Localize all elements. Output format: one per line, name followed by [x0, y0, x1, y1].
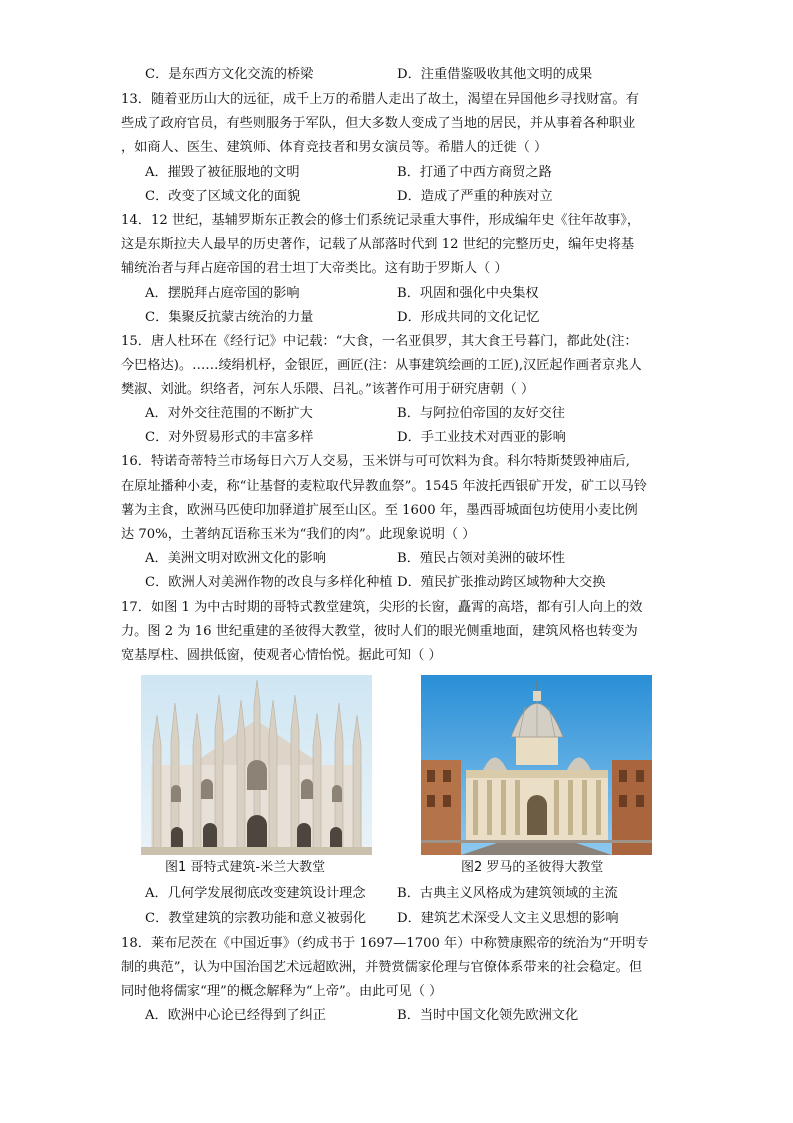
q18-option-a: A．欧洲中心论已经得到了纠正: [145, 1008, 326, 1023]
q18-stem-line: 18．莱布尼茨在《中国近事》（约成书于 1697—1700 年）中称赞康熙帝的统治为“开明专: [121, 936, 649, 951]
q14-option-c: C．集聚反抗蒙古统治的力量: [145, 310, 314, 325]
q13-stem-line: 13．随着亚历山大的远征，成千上万的希腊人走出了故土，渴望在异国他乡寻找财富。有: [121, 92, 639, 107]
q17-option-d: D．建筑艺术深受人文主义思想的影响: [397, 911, 619, 926]
q14-option-d: D．形成共同的文化记忆: [397, 310, 540, 325]
q13-option-c: C．改变了区域文化的面貌: [145, 189, 301, 204]
q13-option-b: B．打通了中西方商贸之路: [397, 165, 552, 180]
q16-option-b: B．殖民占领对美洲的破坏性: [397, 551, 565, 566]
q14-option-a: A．摆脱拜占庭帝国的影响: [145, 286, 300, 301]
q15-option-d: D．手工业技术对西亚的影响: [397, 430, 566, 445]
gothic-cathedral-illustration: [141, 675, 372, 855]
q16-stem-line: 在原址播种小麦，称“让基督的麦粒取代异教血祭”。1545 年波托西银矿开发，矿工以马铃: [121, 479, 647, 494]
q13-option-a: A．摧毁了被征服地的文明: [145, 165, 300, 180]
q14-stem-line: 辅统治者与拜占庭帝国的君士坦丁大帝类比。这有助于罗斯人（ ）: [121, 261, 508, 276]
q15-stem-line: 15．唐人杜环在《经行记》中记载：“大食，一名亚俱罗，其大食王号暮门，都此处(注：: [121, 334, 638, 349]
q14-option-b: B．巩固和强化中央集权: [397, 286, 539, 301]
q13-stem-line: ，如商人、医生、建筑师、体育竞技者和男女演员等。希腊人的迁徙（ ）: [121, 140, 548, 155]
q17-stem-line: 17．如图 1 为中古时期的哥特式教堂建筑，尖形的长窗，矗霄的高塔，都有引人向上的效: [121, 600, 643, 615]
q15-option-c: C．对外贸易形式的丰富多样: [145, 430, 314, 445]
q18-stem-line: 制的典范”，认为中国治国艺术远超欧洲，并赞赏儒家伦理与官僚体系带来的社会稳定。但: [121, 960, 643, 975]
q14-stem-line: 14．12 世纪，基辅罗斯东正教会的修士们系统记录重大事件，形成编年史《往年故事》，: [121, 213, 641, 228]
q13-stem-line: 些成了政府官员，有些则服务于军队，但大多数人变成了当地的居民，并从事着各种职业: [121, 116, 636, 131]
q17-option-a: A．几何学发展彻底改变建筑设计理念: [145, 886, 366, 901]
q13-option-d: D．造成了严重的种族对立: [397, 189, 553, 204]
q16-stem-line: 达 70%，土著纳瓦语称玉米为“我们的肉”。此现象说明（ ）: [121, 527, 476, 542]
q16-option-c: C．欧洲人对美洲作物的改良与多样化种植: [145, 575, 393, 590]
q16-stem-line: 薯为主食，欧洲马匹使印加驿道扩展至山区。至 1600 年，墨西哥城面包坊使用小麦比例: [121, 503, 638, 518]
q14-stem-line: 这是东斯拉夫人最早的历史著作，记载了从部落时代到 12 世纪的完整历史，编年史将基: [121, 237, 635, 252]
figure2-caption: 图2 罗马的圣彼得大教堂: [461, 860, 604, 875]
q15-stem-line: 今巴格达)。……绫绢机杼，金银匠，画匠(注：从事建筑绘画的工匠),汉匠起作画者京兆人: [121, 358, 642, 373]
q16-option-d: D．殖民扩张推动跨区域物种大交换: [397, 575, 606, 590]
q16-option-a: A．美洲文明对欧洲文化的影响: [145, 551, 326, 566]
q17-stem-line: 宽基厚柱、圆拱低窗，使观者心情怡悦。据此可知（ ）: [121, 648, 442, 663]
figure1-caption: 图1 哥特式建筑-米兰大教堂: [165, 860, 326, 875]
q18-stem-line: 同时他将儒家“理”的概念解释为“上帝”。由此可见（ ）: [121, 984, 443, 999]
q17-option-c: C．教堂建筑的宗教功能和意义被弱化: [145, 911, 367, 926]
q12-option-c: C．是东西方文化交流的桥梁: [145, 67, 314, 82]
milan-cathedral-image: [141, 675, 372, 855]
q12-option-d: D．注重借鉴吸收其他文明的成果: [397, 67, 593, 82]
q15-option-b: B．与阿拉伯帝国的友好交往: [397, 406, 565, 421]
q18-option-b: B．当时中国文化领先欧洲文化: [397, 1008, 579, 1023]
q17-option-b: B．古典主义风格成为建筑领域的主流: [397, 886, 618, 901]
st-peters-basilica-image: [421, 675, 652, 855]
q15-stem-line: 樊淑、刘泚。织络者，河东人乐隈、吕礼。”该著作可用于研究唐朝（ ）: [121, 382, 535, 397]
q15-option-a: A．对外交往范围的不断扩大: [145, 406, 313, 421]
q17-stem-line: 力。图 2 为 16 世纪重建的圣彼得大教堂，彼时人们的眼光侧重地面，建筑风格也转变为: [121, 624, 638, 639]
q16-stem-line: 16．特诺奇蒂特兰市场每日六万人交易，玉米饼与可可饮料为食。科尔特斯焚毁神庙后,: [121, 454, 630, 469]
basilica-dome-illustration: [421, 675, 652, 855]
